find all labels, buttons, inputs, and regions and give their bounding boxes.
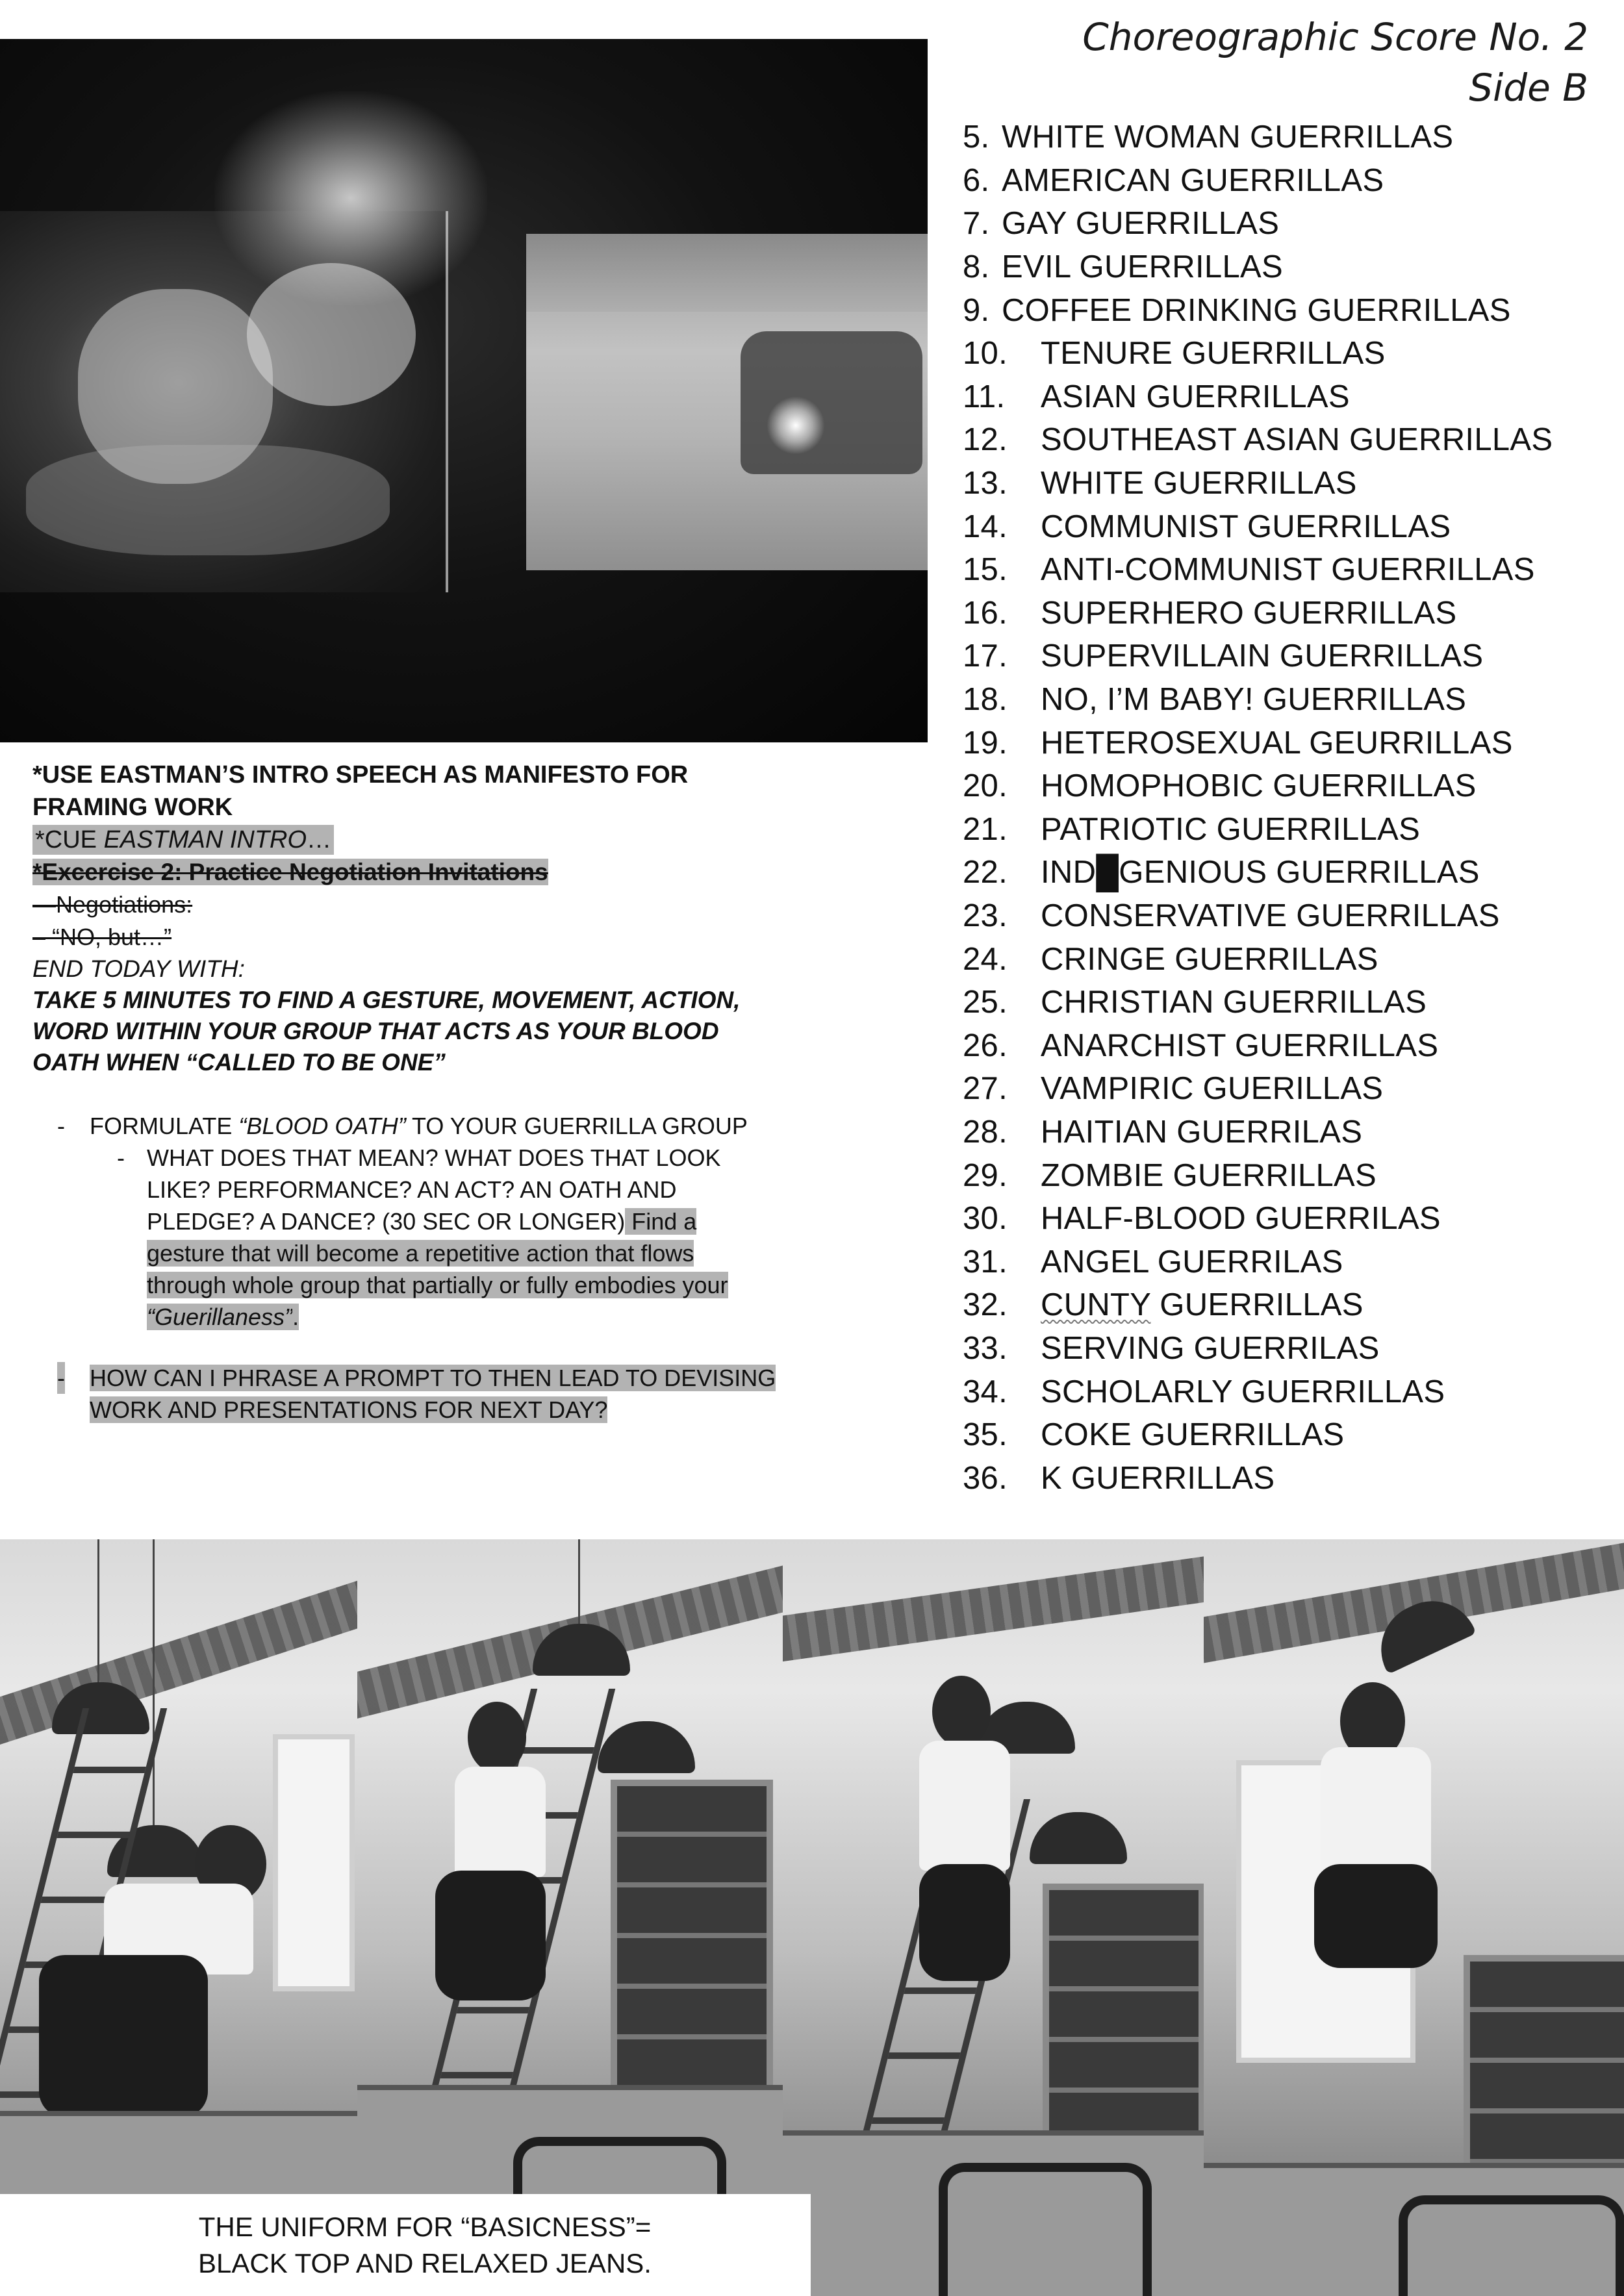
period-text: . — [292, 1304, 299, 1330]
uniform-caption — [0, 2194, 811, 2296]
cue-note — [32, 824, 767, 856]
list-item-text: SERVING GUERRILAS — [1041, 1330, 1380, 1366]
chair-shape — [939, 2163, 1152, 2296]
list-item-text: WHITE WOMAN GUERRILLAS — [1002, 120, 1454, 155]
cue-suffix: … — [307, 826, 332, 853]
list-item-text: ANARCHIST GUERRILLAS — [1041, 1028, 1439, 1063]
list-item-text: CONSERVATIVE GUERRILLAS — [1041, 898, 1500, 933]
how-can-bullet — [32, 1362, 778, 1426]
list-item-number: 13. — [963, 466, 1008, 501]
list-item-text: VAMPIRIC GUERILLAS — [1041, 1071, 1384, 1107]
list-item-number: 26. — [963, 1028, 1008, 1063]
list-item-number: 17. — [963, 638, 1008, 674]
list-item — [963, 548, 1612, 592]
list-item-label — [1041, 725, 1513, 761]
list-item-label — [1041, 335, 1386, 372]
performer-body — [39, 1955, 208, 2117]
list-item-text: SUPERHERO GUERRILLAS — [1041, 595, 1457, 631]
list-item-number: 31. — [963, 1244, 1008, 1280]
list-item-number: 22. — [963, 855, 1008, 890]
guerillaness-text: “Guerillaness” — [147, 1304, 293, 1330]
list-item-text: COKE GUERRILLAS — [1041, 1417, 1345, 1453]
list-item — [963, 635, 1612, 678]
list-item — [963, 1370, 1612, 1413]
ceiling-beam — [783, 1550, 1204, 1664]
list-item — [963, 1111, 1612, 1154]
list-item-number: 25. — [963, 985, 1008, 1020]
list-item — [963, 808, 1612, 852]
score-header — [1082, 12, 1588, 113]
list-item-label — [1041, 595, 1456, 631]
list-item — [963, 116, 1612, 159]
list-item-number: 24. — [963, 941, 1008, 977]
list-item-number: 28. — [963, 1114, 1008, 1150]
list-item — [963, 505, 1612, 548]
what-does-bullet — [32, 1142, 774, 1333]
list-item-label — [1041, 465, 1357, 501]
rehearsal-photo-2 — [357, 1539, 783, 2296]
list-item-text: HETEROSEXUAL GEURRILLAS — [1041, 725, 1513, 761]
window-shape — [273, 1734, 355, 1991]
list-item — [963, 764, 1612, 808]
list-item — [963, 851, 1612, 894]
list-item-label — [1041, 1070, 1383, 1107]
list-item-label — [1041, 1157, 1377, 1194]
list-item-label — [1041, 1114, 1362, 1150]
list-item-text: GAY GUERRILLAS — [1002, 206, 1280, 242]
list-item-label — [1002, 119, 1453, 155]
list-item — [963, 1327, 1612, 1370]
list-item-text: COMMUNIST GUERRILLAS — [1041, 509, 1451, 544]
cue-prefix: *CUE — [35, 826, 104, 853]
lamp-cord — [153, 1539, 155, 1825]
list-item — [963, 1067, 1612, 1111]
list-item-text: HALF-BLOOD GUERRILAS — [1041, 1201, 1441, 1237]
bullet-dash: - — [57, 1362, 65, 1394]
list-item-text: SCHOLARLY GUERRILLAS — [1041, 1374, 1445, 1409]
list-item-number: 10. — [963, 336, 1008, 372]
exercise-text: *Excercise 2: Practice Negotiation Invitations — [32, 859, 548, 885]
list-item-label — [1041, 681, 1466, 718]
end-today-label: END TODAY WITH: — [32, 955, 245, 982]
list-item-text: SUPERVILLAIN GUERRILLAS — [1041, 638, 1484, 674]
score-title: Choreographic Score No. 2 — [1082, 15, 1588, 59]
manifesto-note: *USE EASTMAN’S INTRO SPEECH AS MANIFESTO FOR FRAMING WORK — [32, 761, 689, 821]
list-item — [963, 1240, 1612, 1283]
list-item — [963, 332, 1612, 375]
list-item-number: 23. — [963, 898, 1008, 933]
list-item-number: 30. — [963, 1201, 1008, 1237]
list-item-label — [1002, 205, 1279, 242]
list-item — [963, 1413, 1612, 1457]
list-item — [963, 937, 1612, 981]
list-item-text: ZOMBIE GUERRILLAS — [1041, 1157, 1377, 1193]
list-item — [963, 678, 1612, 722]
list-item-text: TENURE GUERRILLAS — [1041, 336, 1386, 372]
bookshelf-shape — [1043, 1884, 1204, 2169]
formulate-italic: “BLOOD OATH” — [238, 1113, 406, 1139]
bullet-dash: - — [117, 1144, 125, 1171]
list-item — [963, 721, 1612, 764]
list-item-label — [1041, 1460, 1275, 1496]
list-item — [963, 462, 1612, 505]
list-item-suffix: GUERRILLAS — [1150, 1287, 1364, 1323]
list-item-label — [1041, 768, 1477, 804]
cue-italic: EASTMAN INTRO — [103, 826, 307, 853]
performer-top — [1321, 1747, 1431, 1877]
list-item — [963, 246, 1612, 289]
take-five-instruction: TAKE 5 MINUTES TO FIND A GESTURE, MOVEMENT, ACTION, WORD WITHIN YOUR GROUP THAT ACTS AS YOUR BLOOD OATH WHEN “CALLED TO BE ONE” — [32, 987, 741, 1076]
performer-body — [1314, 1864, 1438, 1968]
list-item-text: CHRISTIAN GUERRILLAS — [1041, 985, 1427, 1020]
film-frame-right — [526, 234, 928, 570]
score-side: Side B — [1469, 66, 1588, 110]
list-item-label — [1041, 638, 1483, 674]
lamp-shape — [1030, 1812, 1127, 1864]
list-item — [963, 418, 1612, 462]
list-item-text: ANGEL GUERRILAS — [1041, 1244, 1343, 1280]
list-item-number: 8. — [963, 249, 990, 285]
list-item — [963, 981, 1612, 1024]
how-can-text: HOW CAN I PHRASE A PROMPT TO THEN LEAD TO DEVISING WORK AND PRESENTATIONS FOR NEXT DAY? — [90, 1365, 776, 1423]
list-item-text: ANTI-COMMUNIST GUERRILLAS — [1041, 552, 1535, 588]
list-item-number: 33. — [963, 1330, 1008, 1366]
performer-body — [435, 1871, 546, 2000]
list-item-text: WHITE GUERRILLAS — [1041, 466, 1357, 501]
list-item-number: 12. — [963, 422, 1008, 458]
list-item-number: 20. — [963, 768, 1008, 804]
chair-shape — [1399, 2195, 1624, 2296]
list-item — [963, 202, 1612, 246]
list-item — [963, 288, 1612, 332]
list-item — [963, 375, 1612, 419]
performer-head — [932, 1676, 991, 1747]
rehearsal-photo-4 — [1204, 1539, 1624, 2296]
list-item-label — [1041, 551, 1535, 588]
list-item-number: 19. — [963, 725, 1008, 761]
caption-line-2: BLACK TOP AND RELAXED JEANS. — [198, 2247, 652, 2278]
list-item-label — [1002, 292, 1511, 329]
lamp-cord — [578, 1539, 580, 1630]
list-item-number: 14. — [963, 509, 1008, 544]
list-item-label — [1041, 422, 1553, 458]
list-item-label — [1041, 1287, 1364, 1323]
list-item-number: 7. — [963, 206, 990, 242]
frame-headlight-shape — [767, 396, 825, 455]
list-item-label — [1041, 509, 1451, 545]
list-item-label — [1041, 1028, 1438, 1064]
frame-street-shape — [526, 234, 928, 312]
list-item — [963, 592, 1612, 635]
film-still-photo — [0, 39, 928, 742]
list-item-label — [1041, 1417, 1344, 1453]
list-item-number: 36. — [963, 1460, 1008, 1496]
list-item-number: 27. — [963, 1071, 1008, 1107]
list-item-number: 34. — [963, 1374, 1008, 1409]
list-item-text: COFFEE DRINKING GUERRILLAS — [1002, 292, 1511, 328]
list-item-label — [1041, 1244, 1343, 1280]
list-item-number: 32. — [963, 1287, 1008, 1323]
rehearsal-photo-1 — [0, 1539, 357, 2296]
list-item-label — [1041, 1200, 1441, 1237]
performer-top — [919, 1741, 1010, 1871]
find-gesture-text: Find a gesture that will become a repetitive action that flows through whole group that partially or fully embodies your — [147, 1208, 728, 1298]
list-item-text: IND█GENIOUS GUERRILLAS — [1041, 855, 1480, 890]
formulate-pre: FORMULATE — [90, 1113, 239, 1139]
list-item-label — [1041, 1374, 1445, 1410]
list-item — [963, 1456, 1612, 1500]
lamp-cord — [97, 1539, 99, 1689]
list-item-text: HOMOPHOBIC GUERRILLAS — [1041, 768, 1477, 804]
formulate-post: TO YOUR GUERRILLA GROUP — [405, 1113, 748, 1139]
no-but-note: – “NO, but…” — [32, 924, 172, 950]
rehearsal-photo-3 — [783, 1539, 1204, 2296]
list-item-text: AMERICAN GUERRILLAS — [1002, 162, 1384, 198]
list-item-label — [1041, 854, 1480, 890]
list-item — [963, 1197, 1612, 1241]
negotiations-note: —Negotiations: — [32, 891, 193, 918]
list-item — [963, 1024, 1612, 1067]
list-item-number: 9. — [963, 292, 990, 328]
list-item-number: 35. — [963, 1417, 1008, 1453]
list-item-text: ASIAN GUERRILLAS — [1041, 379, 1350, 414]
performer-top — [455, 1767, 546, 1877]
list-item-text: SOUTHEAST ASIAN GUERRILLAS — [1041, 422, 1553, 458]
list-item-text: HAITIAN GUERRILAS — [1041, 1114, 1363, 1150]
list-item-label — [1002, 249, 1283, 285]
list-item-label — [1041, 941, 1378, 978]
exercise-heading — [32, 856, 767, 889]
frame-figure-shape — [78, 289, 273, 484]
list-item-label — [1002, 162, 1384, 199]
list-item-number: 15. — [963, 552, 1008, 588]
list-item — [963, 1283, 1612, 1327]
list-item-label — [1041, 379, 1350, 415]
bullet-dash: - — [57, 1113, 65, 1139]
workshop-notes — [32, 759, 776, 1426]
list-item-label — [1041, 1330, 1380, 1367]
list-item-text: NO, I’M BABY! GUERRILLAS — [1041, 682, 1467, 718]
list-item-text: PATRIOTIC GUERRILLAS — [1041, 811, 1421, 847]
list-item-label — [1041, 811, 1420, 848]
list-item-text: EVIL GUERRILLAS — [1002, 249, 1283, 285]
list-item-text: CRINGE GUERRILLAS — [1041, 941, 1378, 977]
list-item-label — [1041, 984, 1427, 1020]
list-item-number: 5. — [963, 120, 990, 155]
performer-head — [468, 1702, 526, 1773]
list-item-number: 6. — [963, 162, 990, 198]
guerrilla-list — [963, 116, 1612, 1500]
list-item — [963, 159, 1612, 203]
list-item — [963, 1154, 1612, 1197]
bookshelf-shape — [611, 1780, 773, 2130]
performer-body — [919, 1864, 1010, 1981]
list-item-number: 16. — [963, 595, 1008, 631]
list-item-text: K GUERRILLAS — [1041, 1460, 1275, 1496]
formulate-bullet — [32, 1111, 767, 1142]
lamp-shape — [598, 1721, 695, 1773]
list-item — [963, 894, 1612, 938]
list-item-number: 29. — [963, 1157, 1008, 1193]
what-does-text: WHAT DOES THAT MEAN? WHAT DOES THAT LOOK LIKE? PERFORMANCE? AN ACT? AN OATH AND PLEDGE? A DANCE? (30 SEC OR LONGER) — [147, 1144, 721, 1235]
list-item-number: 18. — [963, 682, 1008, 718]
list-item-number: 11. — [963, 379, 1006, 414]
frame-car-shape — [741, 331, 922, 474]
projector-glow — [214, 91, 487, 305]
caption-line-1: THE UNIFORM FOR “BASICNESS”= — [198, 2211, 652, 2242]
list-item-number: 21. — [963, 811, 1008, 847]
list-item-text: CUNTY — [1041, 1287, 1151, 1323]
list-item-label — [1041, 898, 1500, 934]
